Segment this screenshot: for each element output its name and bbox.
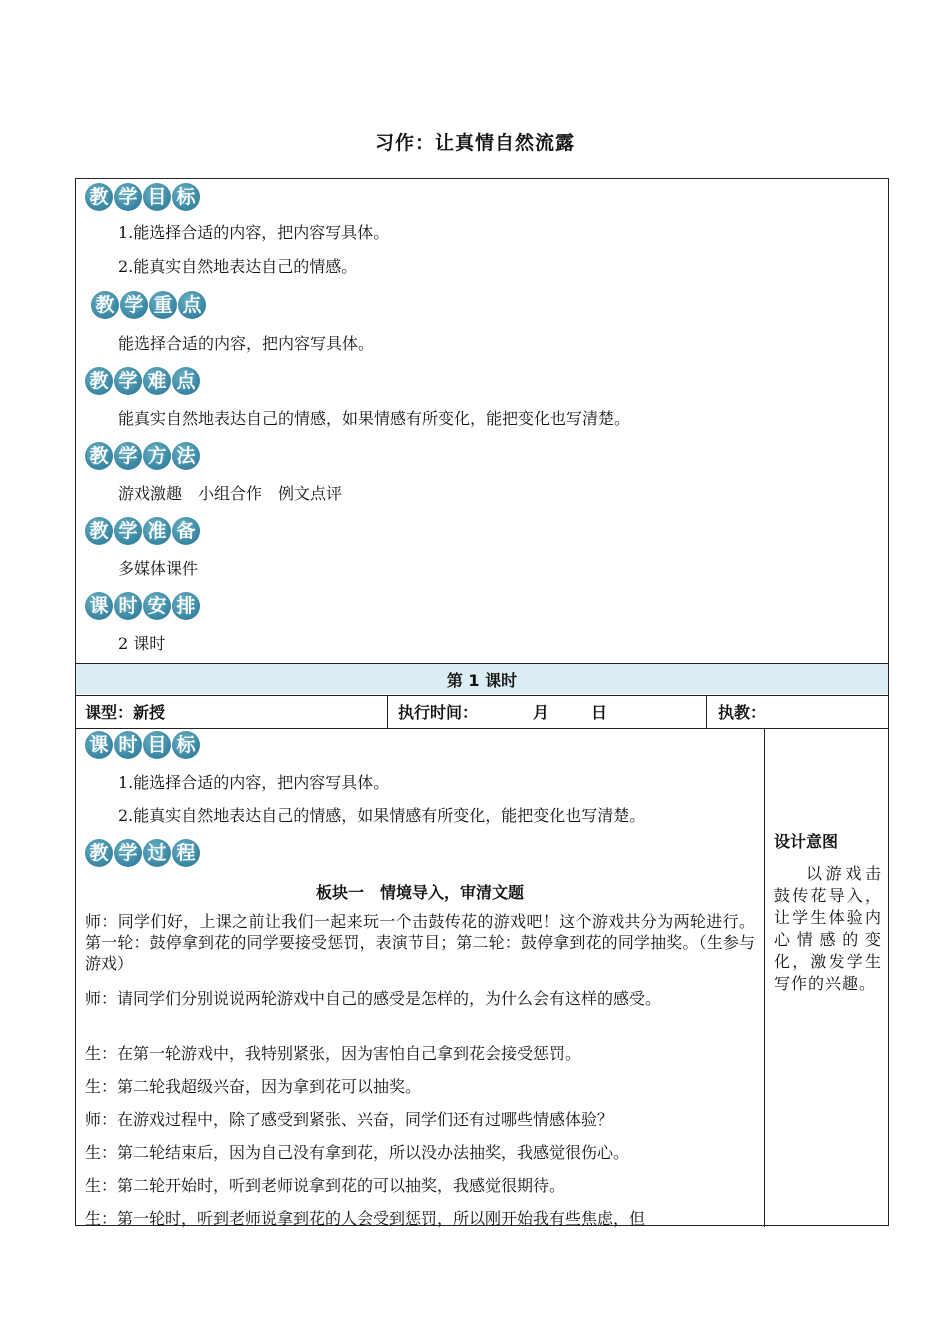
badge-char: 排 [172,592,200,620]
goal-item: 2.能真实自然地表达自己的情感。 [118,257,358,276]
lesson-goal-item: 2.能真实自然地表达自己的情感，如果情感有所变化，能把变化也写清楚。 [118,806,646,825]
dialogue-2 [85,988,755,1009]
badge-teaching-process [85,839,200,867]
dialogue-7 [85,1175,755,1196]
badge-char: 标 [172,731,200,759]
teacher-label: 执教： [718,703,767,722]
badge-char: 学 [114,367,142,395]
badge-char: 时 [114,731,142,759]
goal-item: 1.能选择合适的内容，把内容写具体。 [118,223,390,242]
badge-char: 备 [172,517,200,545]
badge-methods [85,442,200,470]
badge-char: 教 [85,442,113,470]
design-intent-heading: 设计意图 [774,832,839,851]
difficulties-text: 能真实自然地表达自己的情感，如果情感有所变化，能把变化也写清楚。 [118,409,631,428]
lesson-header: 第 1 课时 [446,671,518,690]
badge-char: 学 [114,517,142,545]
badge-char: 点 [178,291,206,319]
lesson-type: 课型：新授 [85,703,166,722]
badge-char: 方 [143,442,171,470]
badge-teaching-goals [85,183,200,211]
schedule-text: 2 课时 [118,634,166,653]
badge-char: 学 [120,291,148,319]
badge-char: 目 [143,183,171,211]
dialogue-text: 生：在第一轮游戏中，我特别紧张，因为害怕自己拿到花会接受惩罚。 [85,1044,582,1063]
badge-char: 程 [172,839,200,867]
badge-char: 课 [85,731,113,759]
dialogue-text: 生：第一轮时，听到老师说拿到花的人会受到惩罚，所以刚开始我有些焦虑，但 [85,1209,646,1228]
design-intent-text: 以游戏击鼓传花导入，让学生体验内心情感的变化，激发学生写作的兴趣。 [774,864,882,993]
badge-char: 安 [143,592,171,620]
badge-char: 教 [85,517,113,545]
badge-key-points [91,291,206,319]
divider [76,695,888,696]
dialogue-text: 师：在游戏过程中，除了感受到紧张、兴奋，同学们还有过哪些情感体验？ [85,1110,614,1129]
divider [706,695,707,728]
badge-char: 教 [85,839,113,867]
badge-char: 难 [143,367,171,395]
dialogue-8 [85,1208,755,1229]
dialogue-6 [85,1142,755,1163]
key-points-text: 能选择合适的内容，把内容写具体。 [118,334,375,353]
dialogue-text: 师：请同学们分别说说两轮游戏中自己的感受是怎样的，为什么会有这样的感受。 [85,989,662,1008]
lesson-plan-table [75,178,889,1226]
badge-char: 教 [91,291,119,319]
dialogue-text: 生：第二轮结束后，因为自己没有拿到花，所以没办法抽奖，我感觉很伤心。 [85,1143,630,1162]
dialogue-3 [85,1043,755,1064]
badge-schedule [85,592,200,620]
badge-char: 目 [143,731,171,759]
divider [387,695,388,728]
methods-text: 游戏激趣 小组合作 例文点评 [118,484,343,503]
badge-preparation [85,517,200,545]
badge-char: 教 [85,367,113,395]
badge-char: 学 [114,183,142,211]
divider [76,728,888,729]
badge-char: 法 [172,442,200,470]
dialogue-text: 生：第二轮我超级兴奋，因为拿到花可以抽奖。 [85,1077,422,1096]
month-label: 月 [533,703,550,722]
badge-char: 过 [143,839,171,867]
badge-char: 学 [114,839,142,867]
badge-char: 标 [172,183,200,211]
dialogue-text: 师：同学们好，上课之前让我们一起来玩一个击鼓传花的游戏吧！这个游戏共分为两轮进行。第一轮：鼓停拿到花的同学要接受惩罚，表演节目；第二轮：鼓停拿到花的同学抽奖。（生参与游戏） [85,912,755,973]
badge-char: 教 [85,183,113,211]
badge-lesson-goals [85,731,200,759]
dialogue-4 [85,1076,755,1097]
badge-char: 准 [143,517,171,545]
divider [764,728,765,1227]
badge-char: 时 [114,592,142,620]
day-label: 日 [591,703,608,722]
badge-char: 课 [85,592,113,620]
dialogue-5 [85,1109,755,1130]
preparation-text: 多媒体课件 [118,559,199,578]
badge-char: 点 [172,367,200,395]
dialogue-text: 生：第二轮开始时，听到老师说拿到花的可以抽奖，我感觉很期待。 [85,1176,566,1195]
block-title: 板块一 情境导入，审清文题 [315,883,524,902]
badge-char: 重 [149,291,177,319]
dialogue-1 [85,911,755,974]
lesson-goal-item: 1.能选择合适的内容，把内容写具体。 [118,773,390,792]
page-title: 习作：让真情自然流露 [374,132,575,154]
badge-char: 学 [114,442,142,470]
badge-difficulties [85,367,200,395]
execution-time-label: 执行时间： [398,703,479,722]
